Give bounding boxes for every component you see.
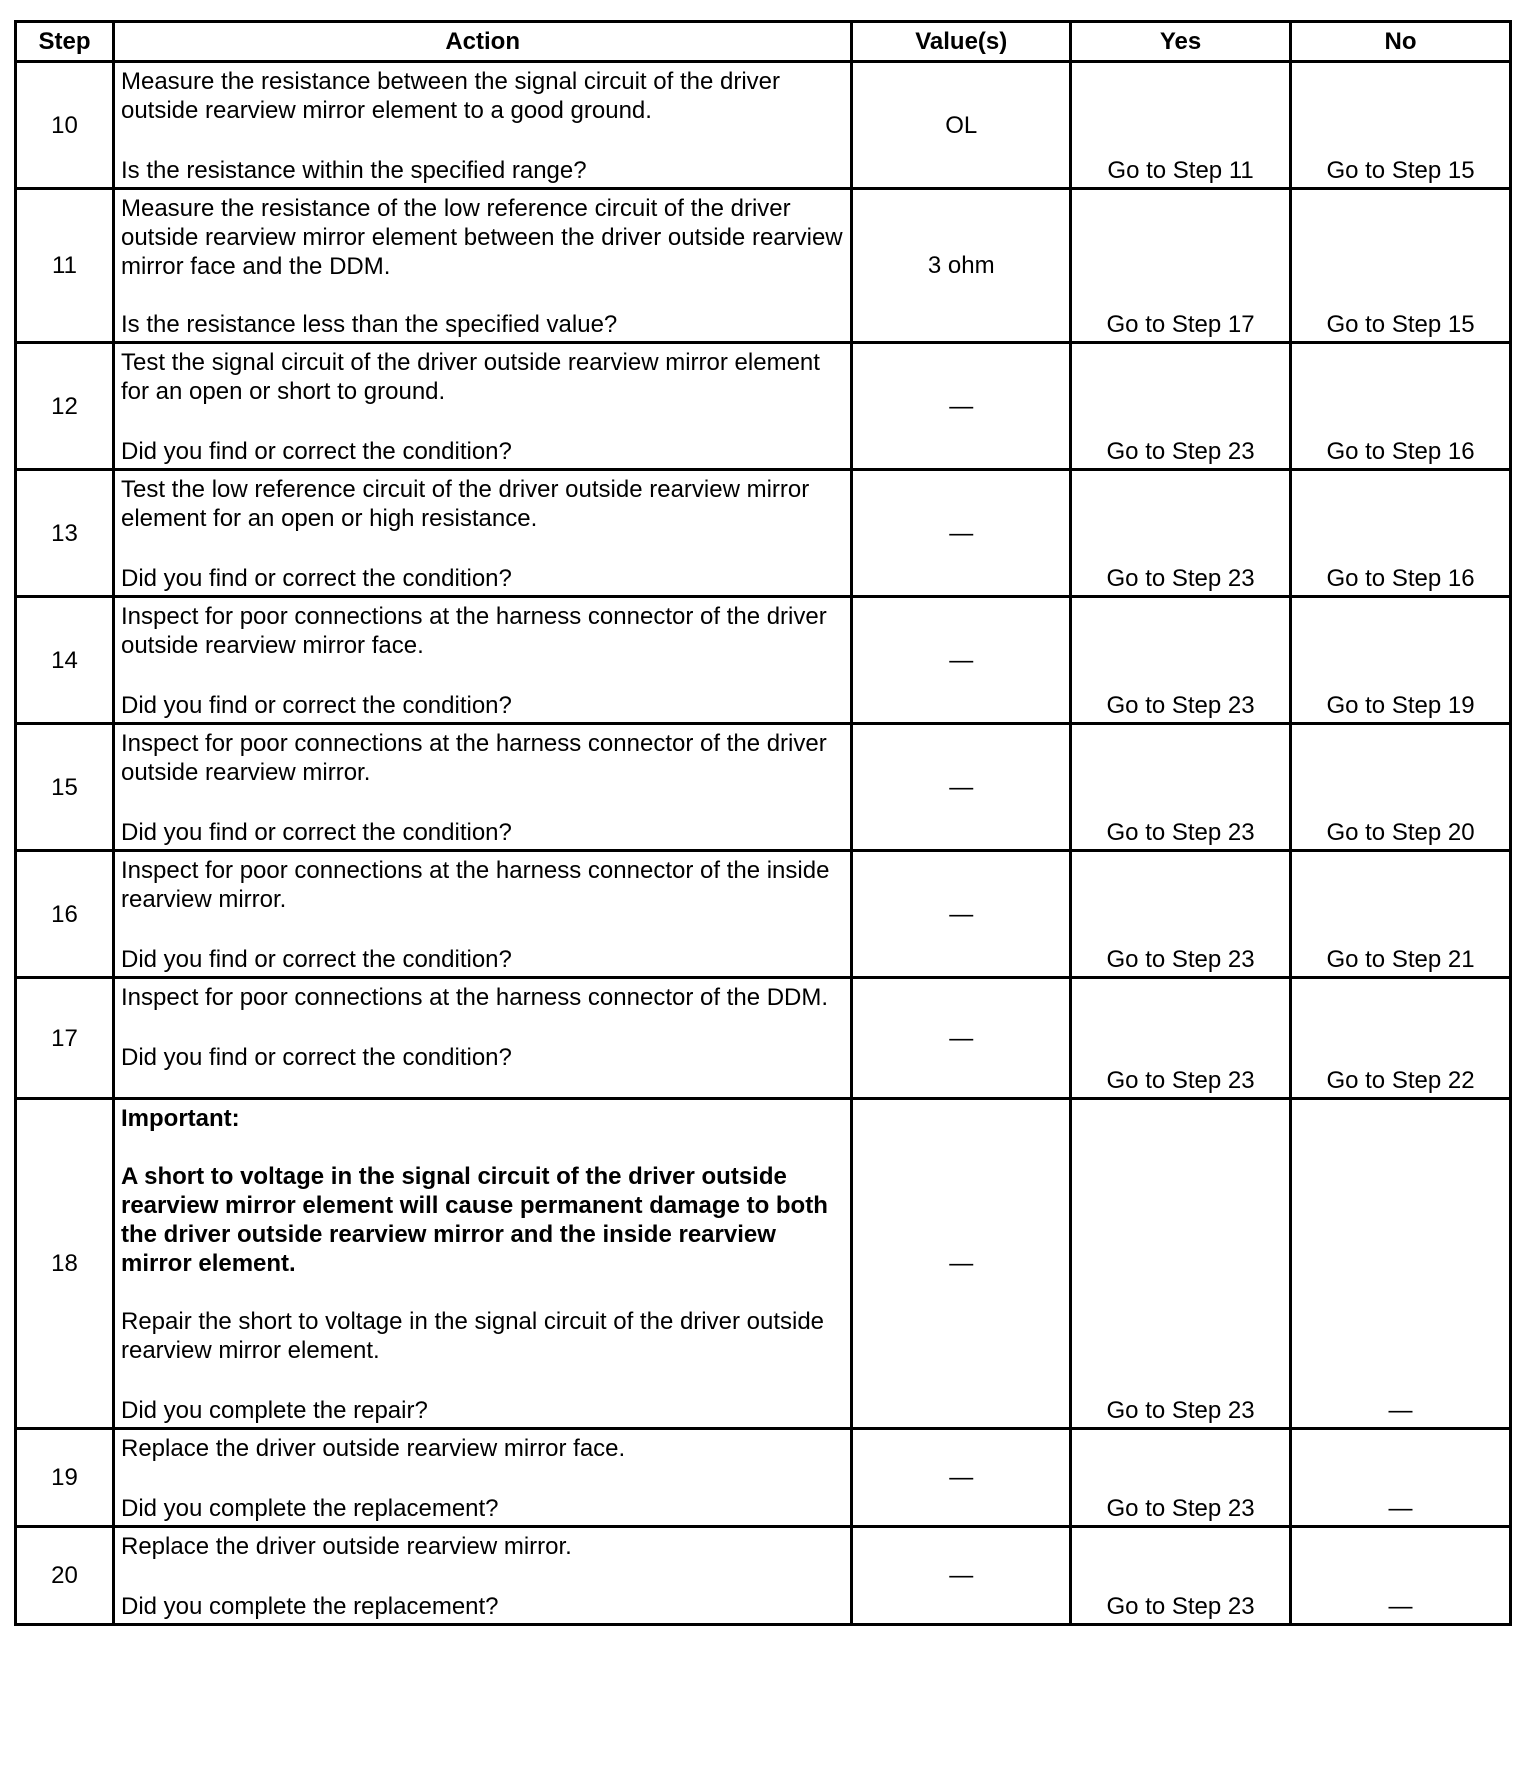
- question-text: Did you complete the repair?: [120, 1397, 428, 1424]
- header-step: Step: [16, 22, 114, 62]
- value-cell: —: [852, 1527, 1071, 1625]
- action-cell: [113, 1527, 851, 1625]
- table-row: [16, 1527, 1511, 1625]
- action-cell: [113, 62, 851, 189]
- instruction-text: Measure the resistance of the low reference circuit of the driver outside rearview mirror element between the driver outside rearview mirror face and the DDM.: [120, 195, 843, 280]
- yes-cell: Go to Step 23: [1071, 978, 1291, 1099]
- step-number: 14: [16, 597, 114, 724]
- step-number: 15: [16, 724, 114, 851]
- question-text: Did you find or correct the condition?: [120, 692, 512, 719]
- instruction-text: Inspect for poor connections at the harness connector of the driver outside rearview mirror face.: [120, 603, 827, 659]
- instruction-text: Measure the resistance between the signal circuit of the driver outside rearview mirror element to a good ground.: [120, 68, 780, 124]
- question-text: Did you complete the replacement?: [120, 1593, 499, 1620]
- step-number: 16: [16, 851, 114, 978]
- no-cell: Go to Step 16: [1291, 470, 1511, 597]
- step-number: 18: [16, 1099, 114, 1429]
- question-text: Did you find or correct the condition?: [120, 946, 512, 973]
- no-cell: —: [1291, 1429, 1511, 1527]
- instruction-text: Inspect for poor connections at the harness connector of the driver outside rearview mirror.: [120, 730, 827, 786]
- header-values: Value(s): [852, 22, 1071, 62]
- instruction-text: Test the signal circuit of the driver outside rearview mirror element for an open or short to ground.: [120, 349, 820, 405]
- yes-cell: Go to Step 23: [1071, 597, 1291, 724]
- value-cell: —: [852, 851, 1071, 978]
- action-cell: [113, 978, 851, 1099]
- action-cell: [113, 724, 851, 851]
- action-cell: [113, 1429, 851, 1527]
- value-cell: —: [852, 724, 1071, 851]
- value-cell: —: [852, 597, 1071, 724]
- value-cell: —: [852, 470, 1071, 597]
- instruction-text: Repair the short to voltage in the signal circuit of the driver outside rearview mirror element.: [120, 1308, 825, 1364]
- value-cell: —: [852, 343, 1071, 470]
- action-cell: [113, 189, 851, 343]
- action-cell: [113, 343, 851, 470]
- value-cell: —: [852, 1429, 1071, 1527]
- yes-cell: Go to Step 23: [1071, 724, 1291, 851]
- question-text: Did you find or correct the condition?: [120, 565, 512, 592]
- action-cell: [113, 470, 851, 597]
- table-row: [16, 62, 1511, 189]
- question-text: Did you find or correct the condition?: [120, 438, 512, 465]
- yes-cell: Go to Step 11: [1071, 62, 1291, 189]
- no-cell: Go to Step 15: [1291, 189, 1511, 343]
- step-number: 20: [16, 1527, 114, 1625]
- instruction-text: Inspect for poor connections at the harness connector of the DDM.: [120, 984, 829, 1011]
- instruction-text: Test the low reference circuit of the driver outside rearview mirror element for an open or high resistance.: [120, 476, 810, 532]
- instruction-text: Replace the driver outside rearview mirror.: [120, 1533, 572, 1560]
- table-row: [16, 978, 1511, 1099]
- table-row: [16, 1099, 1511, 1429]
- table-row: [16, 851, 1511, 978]
- yes-cell: Go to Step 23: [1071, 470, 1291, 597]
- table-row: [16, 470, 1511, 597]
- no-cell: Go to Step 20: [1291, 724, 1511, 851]
- question-text: Is the resistance less than the specified value?: [120, 311, 618, 338]
- yes-cell: Go to Step 23: [1071, 1099, 1291, 1429]
- step-number: 19: [16, 1429, 114, 1527]
- diagnostic-table: [14, 20, 1512, 1626]
- action-cell: [113, 851, 851, 978]
- no-cell: Go to Step 16: [1291, 343, 1511, 470]
- yes-cell: Go to Step 23: [1071, 1527, 1291, 1625]
- yes-cell: Go to Step 23: [1071, 343, 1291, 470]
- table-row: [16, 724, 1511, 851]
- value-cell: 3 ohm: [852, 189, 1071, 343]
- value-cell: OL: [852, 62, 1071, 189]
- table-row: [16, 597, 1511, 724]
- important-note: A short to voltage in the signal circuit of the driver outside rearview mirror element will cause permanent damage to both the driver outside rearview mirror and the inside rearview mirror element.: [120, 1163, 828, 1277]
- instruction-text: Replace the driver outside rearview mirror face.: [120, 1435, 626, 1462]
- no-cell: Go to Step 15: [1291, 62, 1511, 189]
- step-number: 13: [16, 470, 114, 597]
- header-no: No: [1291, 22, 1511, 62]
- table-row: [16, 1429, 1511, 1527]
- header-action: Action: [113, 22, 851, 62]
- no-cell: Go to Step 21: [1291, 851, 1511, 978]
- no-cell: —: [1291, 1527, 1511, 1625]
- step-number: 11: [16, 189, 114, 343]
- question-text: Did you find or correct the condition?: [120, 1044, 512, 1071]
- no-cell: Go to Step 22: [1291, 978, 1511, 1099]
- yes-cell: Go to Step 23: [1071, 1429, 1291, 1527]
- no-cell: —: [1291, 1099, 1511, 1429]
- value-cell: —: [852, 978, 1071, 1099]
- instruction-text: Inspect for poor connections at the harness connector of the inside rearview mirror.: [120, 857, 830, 913]
- question-text: Did you complete the replacement?: [120, 1495, 499, 1522]
- question-text: Is the resistance within the specified range?: [120, 157, 587, 184]
- action-cell: [113, 597, 851, 724]
- header-yes: Yes: [1071, 22, 1291, 62]
- table-row: [16, 189, 1511, 343]
- step-number: 10: [16, 62, 114, 189]
- table-row: [16, 343, 1511, 470]
- action-cell: [113, 1099, 851, 1429]
- step-number: 12: [16, 343, 114, 470]
- step-number: 17: [16, 978, 114, 1099]
- yes-cell: Go to Step 23: [1071, 851, 1291, 978]
- yes-cell: Go to Step 17: [1071, 189, 1291, 343]
- value-cell: —: [852, 1099, 1071, 1429]
- header-row: [16, 22, 1511, 62]
- no-cell: Go to Step 19: [1291, 597, 1511, 724]
- question-text: Did you find or correct the condition?: [120, 819, 512, 846]
- important-label: Important:: [120, 1105, 240, 1132]
